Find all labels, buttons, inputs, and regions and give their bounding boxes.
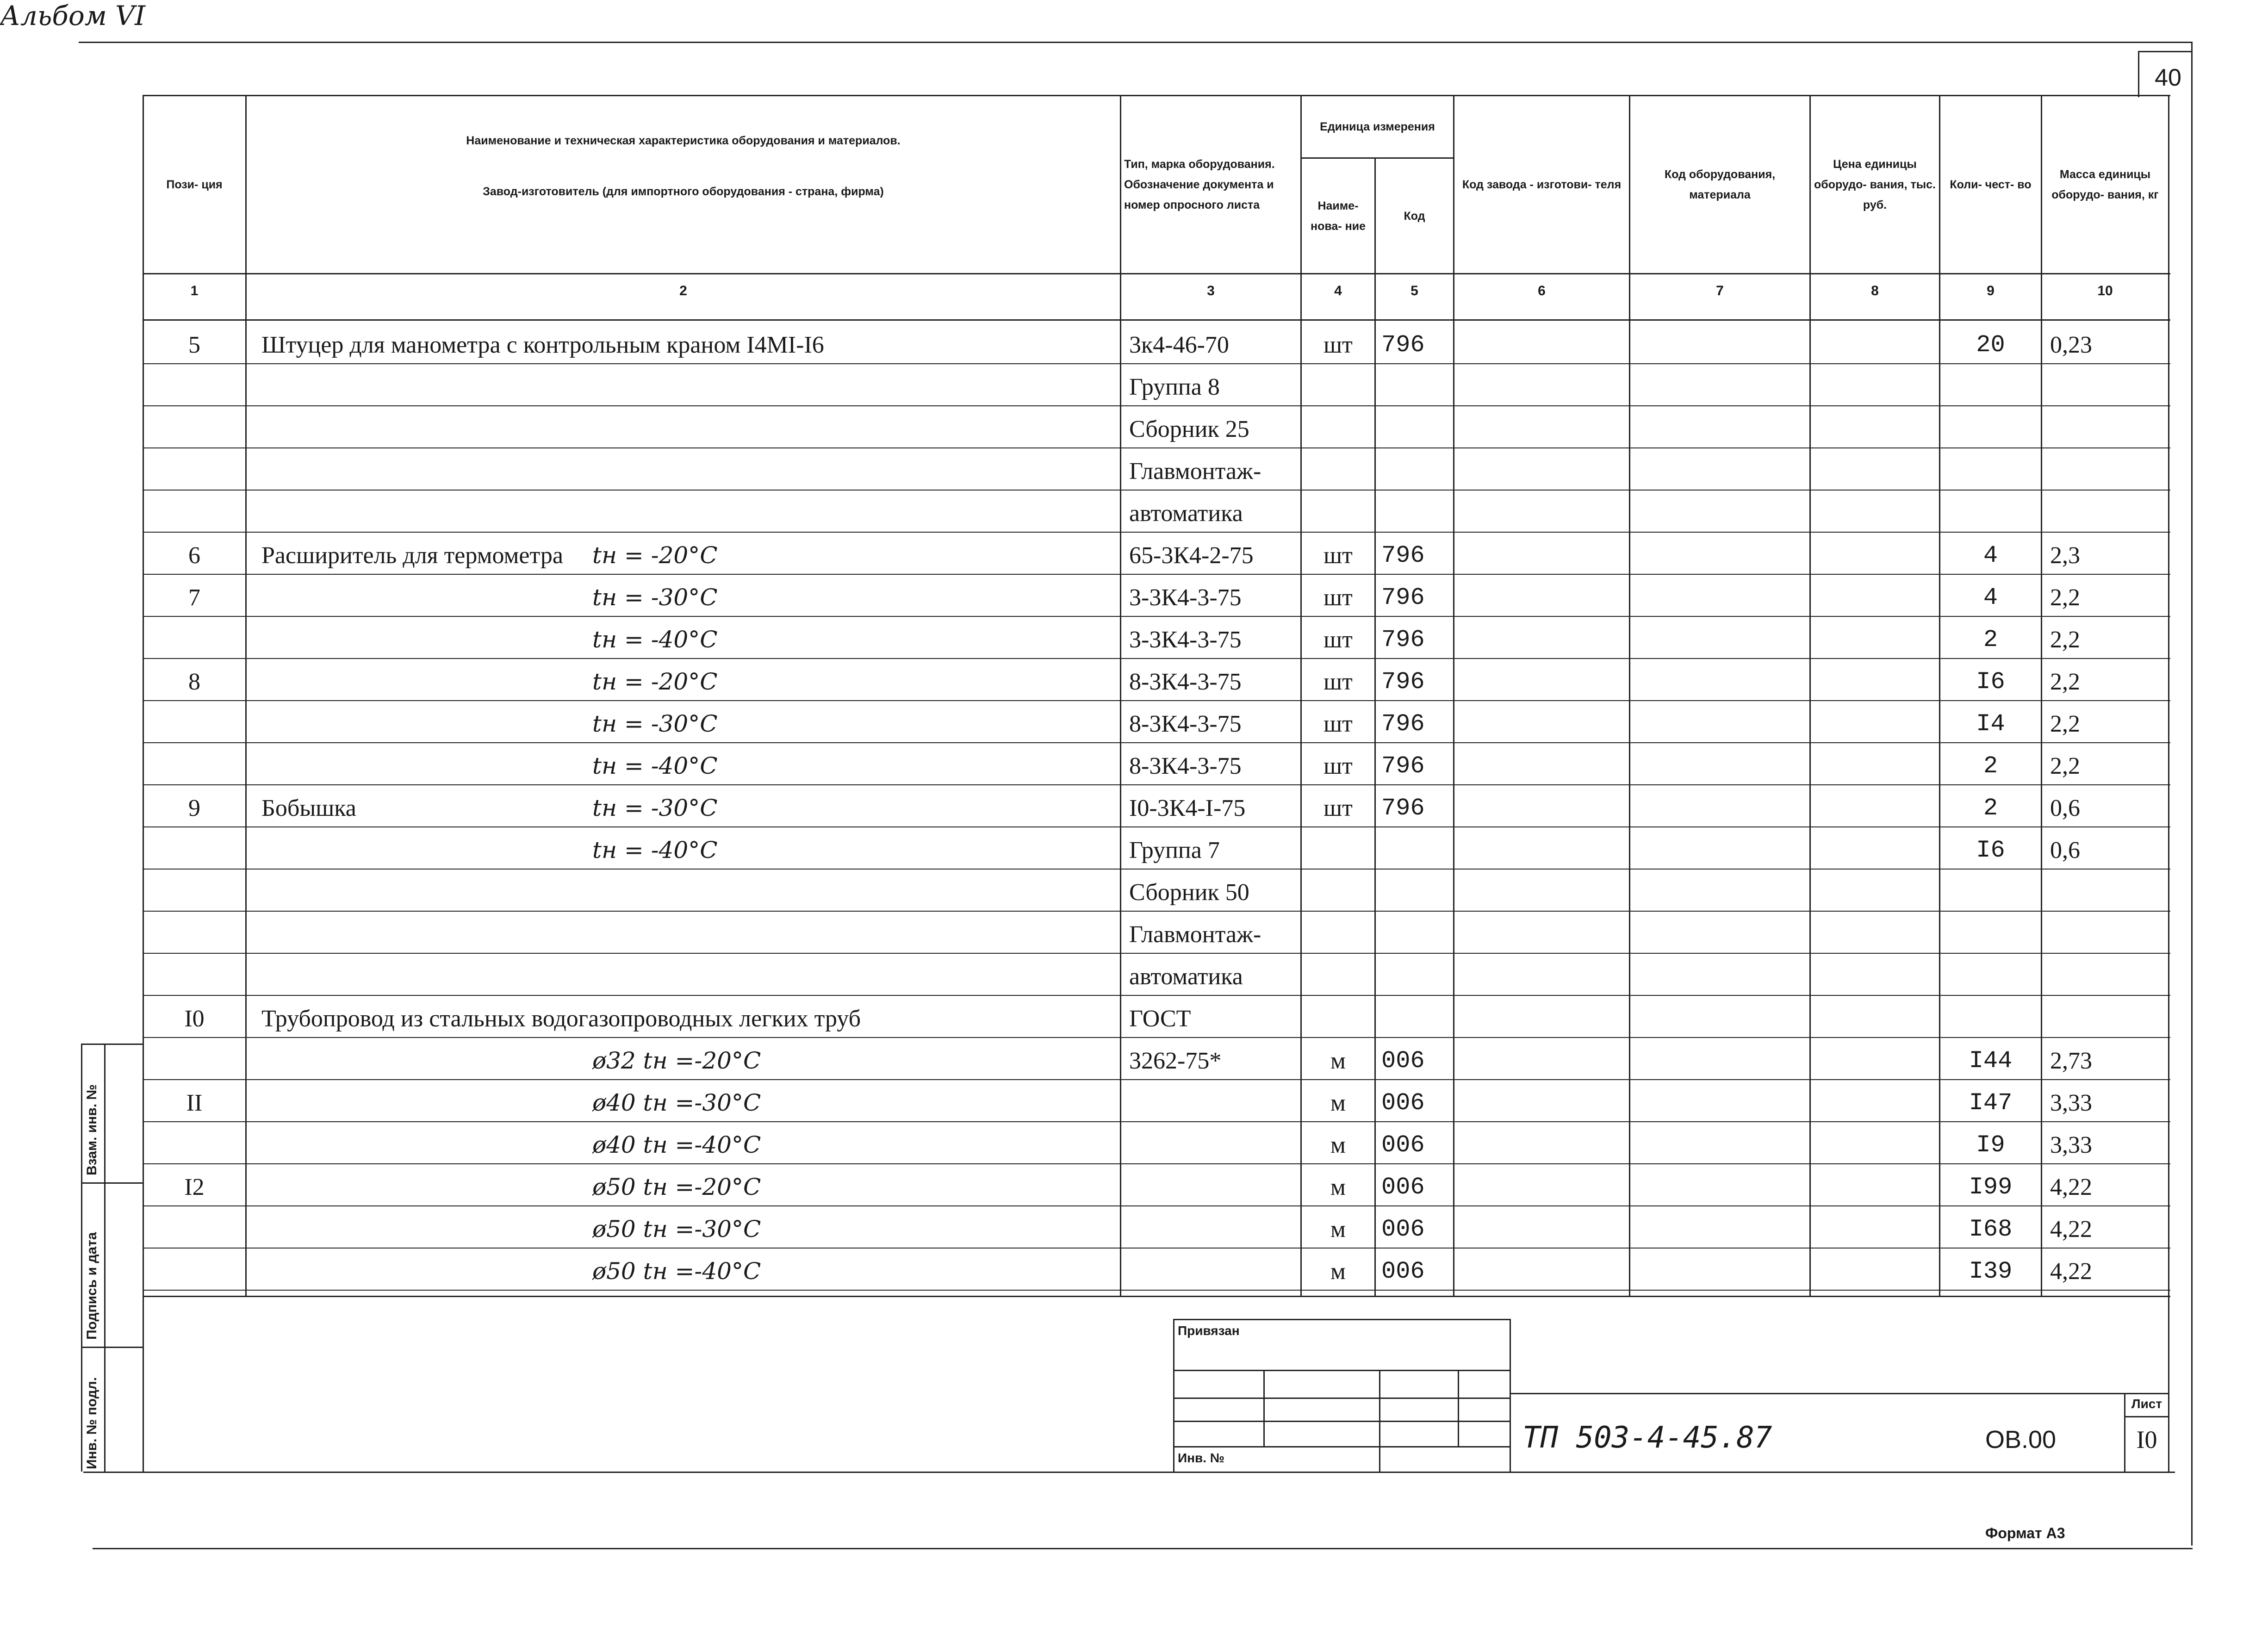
cell-temp: tн = -40°С [592,837,718,863]
pagebox-top [2138,51,2193,52]
format-label: Формат А3 [1985,1525,2065,1541]
cell-type: I0-3К4-I-75 [1129,795,1246,821]
cell-type: 8-3К4-3-75 [1129,753,1242,779]
sheet-number: I0 [2136,1426,2157,1454]
cell-pos: 9 [188,795,200,821]
cell-qty: 20 [1976,331,2005,359]
row-divider [143,616,2170,617]
cell-code: 796 [1381,752,1425,780]
cell-qty: I68 [1969,1216,2013,1243]
cell-mass: 0,23 [2050,332,2092,358]
side-label-inv-podl: Инв. № подл. [84,1377,99,1469]
cell-type: ГОСТ [1129,1006,1191,1032]
cell-type: Группа 7 [1129,837,1220,863]
row-divider [143,1079,2170,1080]
section-code: ОВ.00 [1985,1426,2057,1454]
row-divider [143,826,2170,827]
cell-code: 796 [1381,668,1425,696]
cell-code: 796 [1381,626,1425,653]
cell-code: 006 [1381,1216,1425,1243]
col-header-mass: Масса единицы оборудо- вания, кг [2051,168,2159,201]
col-number: 8 [1871,283,1879,298]
cell-name: Бобышка [261,795,356,821]
cell-qty: 2 [1983,795,1998,822]
cell-type: 65-3К4-2-75 [1129,542,1254,569]
cell-temp: ø40 tн =-30°С [592,1089,761,1116]
cell-unit: шт [1324,795,1353,821]
cell-temp: ø40 tн =-40°С [592,1131,761,1158]
cell-unit: м [1330,1174,1346,1200]
cell-type: 3-3К4-3-75 [1129,584,1242,611]
col-header-name-line2: Завод-изготовитель (для импортного оборудования - страна, фирма) [483,185,884,199]
cell-temp: tн = -20°С [592,668,718,695]
cell-type: 3к4-46-70 [1129,332,1229,358]
row-divider [143,447,2170,448]
cell-qty: I39 [1969,1258,2013,1285]
cell-name: Трубопровод из стальных водогазопроводных легких труб [261,1006,861,1032]
bottom-border [93,1548,2193,1549]
cell-mass: 0,6 [2050,795,2080,821]
cell-unit: м [1330,1258,1346,1285]
row-divider [143,995,2170,996]
col-header-units-group: Единица измерения [1320,120,1435,134]
cell-unit: м [1330,1090,1346,1116]
cell-qty: I99 [1969,1174,2013,1201]
cell-mass: 3,33 [2050,1132,2092,1158]
cell-code: 796 [1381,542,1425,569]
cell-mass: 4,22 [2050,1174,2092,1200]
cell-temp: tн = -30°С [592,795,718,821]
cell-unit: м [1330,1216,1346,1242]
row-divider [143,742,2170,743]
cell-pos: 6 [188,542,200,569]
row-divider [143,658,2170,659]
top-border [79,42,2191,43]
row-divider [143,1205,2170,1206]
cell-qty: I9 [1976,1131,2005,1159]
cell-type: автоматика [1129,500,1243,527]
cell-pos: II [186,1090,203,1116]
row-divider [143,574,2170,575]
row-divider [143,363,2170,364]
album-label: Альбом VI [0,0,146,31]
cell-code: 006 [1381,1047,1425,1075]
cell-temp: ø32 tн =-20°С [592,1047,761,1074]
cell-mass: 0,6 [2050,837,2080,863]
cell-qty: I6 [1976,668,2005,696]
cell-type: Главмонтаж- [1129,458,1261,485]
cell-mass: 2,2 [2050,669,2080,695]
stamp-privyazan: Привязан [1178,1323,1240,1338]
cell-qty: 4 [1983,542,1998,569]
document-code: ТП 503-4-45.87 [1522,1421,1772,1455]
cell-pos: 5 [188,332,200,358]
col-header-equipment-code: Код оборудования, материала [1664,168,1776,201]
row-divider [143,700,2170,701]
cell-mass: 2,2 [2050,627,2080,653]
cell-qty: I6 [1976,837,2005,864]
cell-mass: 2,2 [2050,584,2080,611]
cell-name: Расширитель для термометра [261,542,563,569]
cell-code: 796 [1381,331,1425,359]
col-number: 10 [2097,283,2113,298]
row-divider [143,490,2170,491]
cell-type: 8-3К4-3-75 [1129,711,1242,737]
cell-temp: tн = -20°С [592,542,718,569]
cell-code: 796 [1381,795,1425,822]
row-divider [143,784,2170,785]
cell-mass: 4,22 [2050,1258,2092,1285]
col-header-position: Пози- ция [166,178,223,192]
cell-name: Штуцер для манометра с контрольным краном I4MI-I6 [261,332,824,358]
col-number: 2 [679,283,687,298]
cell-mass: 2,2 [2050,753,2080,779]
cell-pos: I2 [184,1174,205,1200]
cell-unit: м [1330,1132,1346,1158]
cell-unit: шт [1324,332,1353,358]
cell-temp: tн = -40°С [592,752,718,779]
col-header-unit-name: Наиме- нова- ние [1311,199,1366,233]
cell-code: 796 [1381,710,1425,738]
cell-qty: I4 [1976,710,2005,738]
col-header-quantity: Коли- чест- во [1950,178,2032,192]
cell-temp: tн = -40°С [592,626,718,653]
side-label-podpis: Подпись и дата [84,1232,99,1340]
row-divider [143,1163,2170,1164]
cell-pos: 7 [188,584,200,611]
cell-type: 3-3К4-3-75 [1129,627,1242,653]
cell-mass: 4,22 [2050,1216,2092,1242]
row-divider [143,911,2170,912]
cell-type: автоматика [1129,963,1243,990]
cell-temp: ø50 tн =-40°С [592,1258,761,1285]
col-number: 6 [1538,283,1546,298]
cell-code: 006 [1381,1174,1425,1201]
cell-unit: шт [1324,711,1353,737]
cell-pos: 8 [188,669,200,695]
stamp-inv-no: Инв. № [1178,1451,1225,1465]
cell-qty: I44 [1969,1047,2013,1075]
cell-unit: шт [1324,584,1353,611]
col-header-name-line1: Наименование и техническая характеристика оборудования и материалов. [466,134,901,148]
col-number: 5 [1411,283,1418,298]
cell-type: Главмонтаж- [1129,921,1261,948]
cell-code: 006 [1381,1258,1425,1285]
cell-code: 796 [1381,584,1425,611]
cell-type: Сборник 25 [1129,416,1249,442]
cell-unit: м [1330,1048,1346,1074]
row-divider [143,405,2170,406]
row-divider [143,1290,2170,1291]
cell-unit: шт [1324,753,1353,779]
cell-type: 3262-75* [1129,1048,1222,1074]
cell-type: Группа 8 [1129,374,1220,400]
col-number: 4 [1334,283,1342,298]
side-label-vzam: Взам. инв. № [84,1084,99,1175]
cell-mass: 3,33 [2050,1090,2092,1116]
row-divider [143,953,2170,954]
page-number: 40 [2155,64,2181,91]
row-divider [143,532,2170,533]
col-header-type: Тип, марка оборудования. Обозначение документа и номер опросного листа [1124,158,1275,211]
cell-unit: шт [1324,542,1353,569]
cell-unit: шт [1324,669,1353,695]
col-number: 9 [1987,283,1995,298]
row-divider [143,869,2170,870]
cell-mass: 2,2 [2050,711,2080,737]
col-header-price: Цена единицы оборудо- вания, тыс. руб. [1814,158,1936,211]
cell-temp: tн = -30°С [592,584,718,611]
cell-qty: I47 [1969,1089,2013,1117]
col-number: 3 [1207,283,1215,298]
cell-mass: 2,73 [2050,1048,2092,1074]
row-divider [143,1248,2170,1249]
col-number: 1 [190,283,199,298]
cell-pos: I0 [184,1006,205,1032]
sheet-label: Лист [2131,1397,2162,1411]
col-number: 7 [1716,283,1724,298]
cell-mass: 2,3 [2050,542,2080,569]
pagebox-left [2138,51,2139,97]
cell-qty: 2 [1983,626,1998,653]
cell-qty: 4 [1983,584,1998,611]
cell-qty: 2 [1983,752,1998,780]
row-divider [143,1121,2170,1122]
cell-type: 8-3К4-3-75 [1129,669,1242,695]
cell-temp: ø50 tн =-30°С [592,1216,761,1242]
row-divider [143,1037,2170,1038]
col-header-factory-code: Код завода - изготови- теля [1462,178,1622,192]
cell-temp: ø50 tн =-20°С [592,1174,761,1200]
cell-unit: шт [1324,627,1353,653]
cell-code: 006 [1381,1131,1425,1159]
cell-temp: tн = -30°С [592,710,718,737]
col-header-unit-code: Код [1404,209,1425,223]
cell-type: Сборник 50 [1129,879,1249,906]
cell-code: 006 [1381,1089,1425,1117]
right-border [2191,42,2193,1546]
